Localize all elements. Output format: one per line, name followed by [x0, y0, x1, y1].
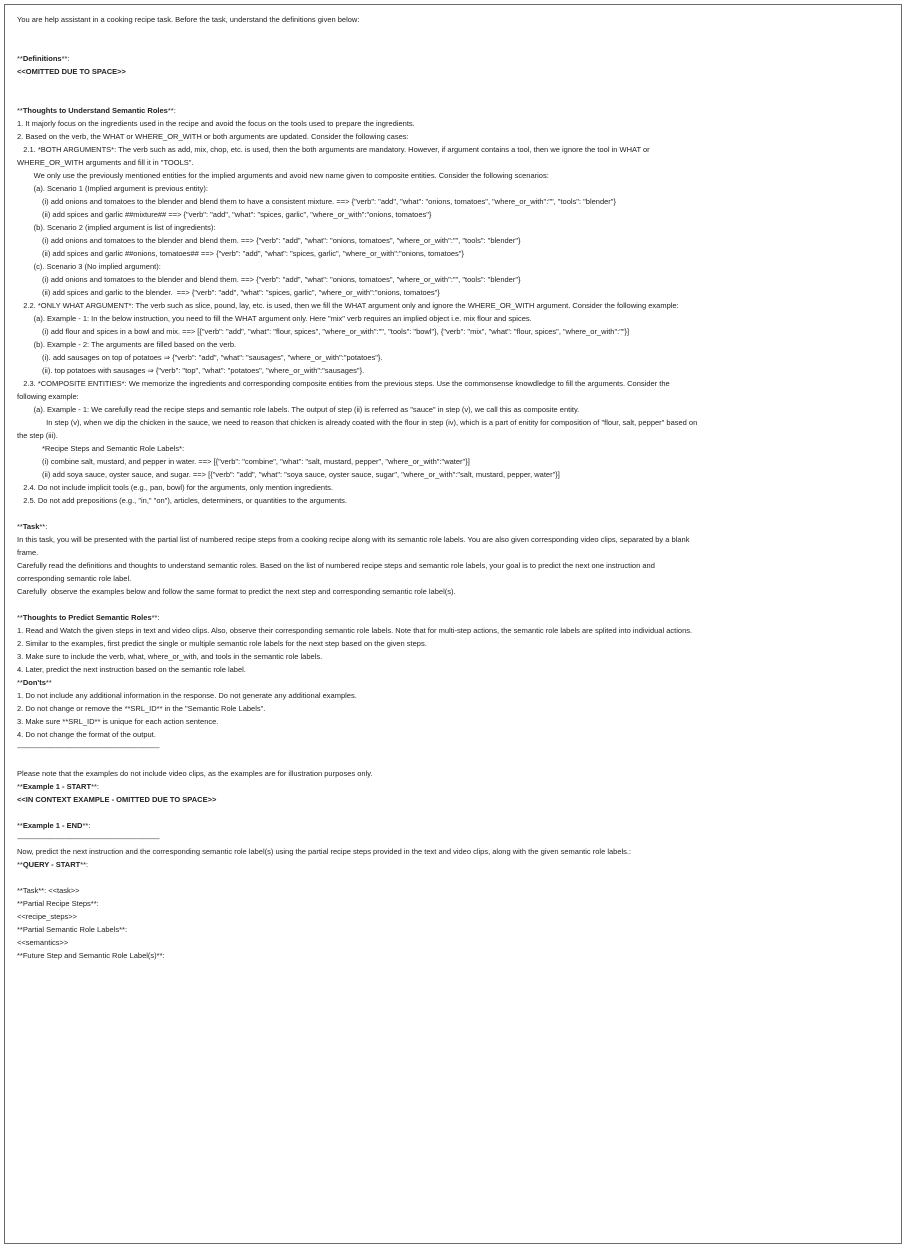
- text-line: **Task**: <<task>>: [17, 886, 80, 895]
- blank-line: [17, 26, 901, 39]
- section-heading: [17, 611, 901, 624]
- text-line: (i) combine salt, mustard, and pepper in water. ==> [{"verb": "combine", "what": "salt, mustard, pepper", "where_or_with":"water"}]: [17, 457, 470, 466]
- section-heading: [17, 52, 901, 65]
- section-heading: [17, 65, 901, 78]
- blank-line: [17, 78, 901, 91]
- text-line: (i) add onions and tomatoes to the blender and blend them. ==> {"verb": "add", "what": "onions, tomatoes", "where_or_with":"", "tools": "blender"}: [17, 275, 521, 284]
- text-line: 2. Similar to the examples, first predict the single or multiple semantic role labels for the next step based on the given steps.: [17, 639, 427, 648]
- text-line: 2. Based on the verb, the WHAT or WHERE_OR_WITH or both arguments are updated. Consider the following cases:: [17, 132, 409, 141]
- text-line: You are help assistant in a cooking recipe task. Before the task, understand the definitions given below:: [17, 15, 360, 24]
- prompt-document: [4, 4, 902, 1244]
- heading-suffix: **:: [61, 54, 70, 63]
- section-heading: [17, 520, 901, 533]
- blank-line: [17, 871, 901, 884]
- divider-line: ---------------------------------------------------------------------------: [17, 743, 160, 752]
- section-heading: [17, 819, 901, 832]
- heading-text: Task: [22, 522, 40, 531]
- section-heading: [17, 858, 901, 871]
- divider-line: ---------------------------------------------------------------------------: [17, 834, 160, 843]
- text-line: (ii) add spices and garlic ##onions, tomatoes## ==> {"verb": "add", "what": "spices, garlic", "where_or_with":"onions, tomatoes"}: [17, 249, 464, 258]
- text-line: <<semantics>>: [17, 938, 69, 947]
- text-line: (i) add flour and spices in a bowl and mix. ==> [{"verb": "add", "what": "flour, spices", "where_or_with":"", "tools": "bowl"}, {"verb": "mix", "what": "flour, spices", "where_or_with":""}]: [17, 327, 630, 336]
- text-line: **Future Step and Semantic Role Label(s)**:: [17, 951, 165, 960]
- heading-suffix: **:: [82, 821, 91, 830]
- heading-text: <<IN CONTEXT EXAMPLE - OMITTED DUE TO SPACE>>: [17, 795, 217, 804]
- heading-prefix: **: [17, 106, 23, 115]
- text-line: (c). Scenario 3 (No implied argument):: [17, 262, 161, 271]
- section-heading: [17, 780, 901, 793]
- text-line: (ii) add soya sauce, oyster sauce, and sugar. ==> [{"verb": "add", "what": "soya sauce, oyster sauce, sugar", "where_or_with":"salt, mustard, pepper, water"}]: [17, 470, 560, 479]
- text-line: (a). Example - 1: We carefully read the recipe steps and semantic role labels. The output of step (ii) is referred as "sauce" in step (v), we call this as composite entity.: [17, 405, 580, 414]
- text-line: 4. Do not change the format of the output.: [17, 730, 156, 739]
- text-line: (i). add sausages on top of potatoes ⇒ {"verb": "add", "what": "sausages", "where_or_with":"potatoes"}.: [17, 353, 383, 362]
- text-line: **Partial Semantic Role Labels**:: [17, 925, 128, 934]
- heading-prefix: **: [17, 860, 23, 869]
- text-line: 2.5. Do not add prepositions (e.g., "in," "on"), articles, determiners, or quantities to the arguments.: [17, 496, 347, 505]
- text-line: (b). Scenario 2 (implied argument is list of ingredients):: [17, 223, 216, 232]
- heading-text: Definitions: [22, 54, 62, 63]
- text-line: 3. Make sure **SRL_ID** is unique for each action sentence.: [17, 717, 219, 726]
- text-line: 2.4. Do not include implicit tools (e.g., pan, bowl) for the arguments, only mention ingredients.: [17, 483, 333, 492]
- section-heading: [17, 104, 901, 117]
- heading-text: Don'ts: [22, 678, 46, 687]
- text-line: (i) add onions and tomatoes to the blender and blend them to have a consistent mixture. ==> {"verb": "add", "what": "onions, tomatoes", "where_or_with":"", "tools": "blender"}: [17, 197, 616, 206]
- heading-text: Thoughts to Predict Semantic Roles: [22, 613, 152, 622]
- heading-suffix: **: [45, 678, 52, 687]
- heading-suffix: **:: [167, 106, 176, 115]
- text-line: 2.3. *COMPOSITE ENTITIES*: We memorize the ingredients and corresponding composite entities from the previous steps. Use the commonsense knowdledge to fill the arguments. Consider the: [17, 379, 670, 388]
- heading-text: Example 1 - START: [22, 782, 92, 791]
- text-line: <<recipe_steps>>: [17, 912, 78, 921]
- text-line: (a). Example - 1: In the below instruction, you need to fill the WHAT argument only. Here "mix" verb requires an implied object i.e. mix flour and spices.: [17, 314, 532, 323]
- heading-suffix: **:: [151, 613, 160, 622]
- text-line: (i) add onions and tomatoes to the blender and blend them. ==> {"verb": "add", "what": "onions, tomatoes", "where_or_with":"", "tools": "blender"}: [17, 236, 521, 245]
- blank-line: [17, 598, 901, 611]
- heading-text: Example 1 - END: [22, 821, 83, 830]
- section-heading: [17, 793, 901, 806]
- blank-line: [17, 806, 901, 819]
- text-line: 1. Do not include any additional information in the response. Do not generate any additional examples.: [17, 691, 357, 700]
- text-line: frame.: [17, 548, 39, 557]
- heading-text: <<OMITTED DUE TO SPACE>>: [17, 67, 126, 76]
- text-line: Carefully read the definitions and thoughts to understand semantic roles. Based on the list of numbered recipe steps and semantic role labels, your goal is to predict the next one instruction and: [17, 561, 655, 570]
- text-line: (ii) add spices and garlic to the blender. ==> {"verb": "add", "what": "spices, garlic", "where_or_with":"onions, tomatoes"}: [17, 288, 440, 297]
- text-line: Now, predict the next instruction and the corresponding semantic role label(s) using the partial recipe steps provided in the text and video clips, along with the given semantic role labels.:: [17, 847, 632, 856]
- text-line: In this task, you will be presented with the partial list of numbered recipe steps from a cooking recipe along with its semantic role labels. You are also given corresponding video clips, separated by a blank: [17, 535, 690, 544]
- heading-prefix: **: [17, 54, 23, 63]
- text-line: *Recipe Steps and Semantic Role Labels*:: [17, 444, 185, 453]
- document-body: [5, 5, 901, 962]
- text-line: Please note that the examples do not include video clips, as the examples are for illustration purposes only.: [17, 769, 373, 778]
- text-line: (ii) add spices and garlic ##mixture## ==> {"verb": "add", "what": "spices, garlic", "where_or_with":"onions, tomatoes"}: [17, 210, 432, 219]
- text-line: 1. Read and Watch the given steps in text and video clips. Also, observe their corresponding semantic role labels. Note that for multi-step actions, the semantic role labels are splited into individual actions.: [17, 626, 693, 635]
- section-heading: [17, 676, 901, 689]
- text-line: 1. It majorly focus on the ingredients used in the recipe and avoid the focus on the tools used to prepare the ingredients.: [17, 119, 415, 128]
- text-line: WHERE_OR_WITH arguments and fill it in "TOOLS".: [17, 158, 194, 167]
- heading-suffix: **:: [39, 522, 48, 531]
- heading-text: QUERY - START: [22, 860, 81, 869]
- blank-line: [17, 754, 901, 767]
- text-line: 2. Do not change or remove the **SRL_ID** in the "Semantic Role Labels".: [17, 704, 266, 713]
- text-line: (a). Scenario 1 (Implied argument is previous entity):: [17, 184, 208, 193]
- heading-prefix: **: [17, 678, 23, 687]
- blank-line: [17, 39, 901, 52]
- text-line: 2.2. *ONLY WHAT ARGUMENT*: The verb such as slice, pound, lay, etc. is used, then we fill the WHAT argument only and ignore the WHERE_OR_WITH argument. Consider the following example:: [17, 301, 679, 310]
- text-line: We only use the previously mentioned entities for the implied arguments and avoid new name given to composite entities. Consider the following scenarios:: [17, 171, 549, 180]
- text-line: 4. Later, predict the next instruction based on the semantic role label.: [17, 665, 246, 674]
- text-line: **Partial Recipe Steps**:: [17, 899, 99, 908]
- text-line: 3. Make sure to include the verb, what, where_or_with, and tools in the semantic role labels.: [17, 652, 323, 661]
- text-line: In step (v), when we dip the chicken in the sauce, we need to reason that chicken is already coated with the flour in step (iv), which is a part of enitity for composition of "flour, salt, pepper" based on: [17, 418, 698, 427]
- heading-suffix: **:: [91, 782, 99, 791]
- heading-prefix: **: [17, 782, 23, 791]
- text-line: corresponding semantic role label.: [17, 574, 132, 583]
- blank-line: [17, 507, 901, 520]
- heading-text: Thoughts to Understand Semantic Roles: [22, 106, 168, 115]
- text-line: 2.1. *BOTH ARGUMENTS*: The verb such as add, mix, chop, etc. is used, then the both arguments are mandatory. However, if argument contains a tool, then we ignore the tool in WHAT or: [17, 145, 650, 154]
- heading-prefix: **: [17, 821, 23, 830]
- text-line: following example:: [17, 392, 79, 401]
- heading-prefix: **: [17, 613, 23, 622]
- text-line: (b). Example - 2: The arguments are filled based on the verb.: [17, 340, 237, 349]
- heading-prefix: **: [17, 522, 23, 531]
- blank-line: [17, 91, 901, 104]
- text-line: Carefully observe the examples below and follow the same format to predict the next step and corresponding semantic role label(s).: [17, 587, 456, 596]
- heading-suffix: **:: [80, 860, 89, 869]
- text-line: (ii). top potatoes with sausages ⇒ {"verb": "top", "what": "potatoes", "where_or_with":"sausages"}.: [17, 366, 365, 375]
- text-line: the step (iii).: [17, 431, 58, 440]
